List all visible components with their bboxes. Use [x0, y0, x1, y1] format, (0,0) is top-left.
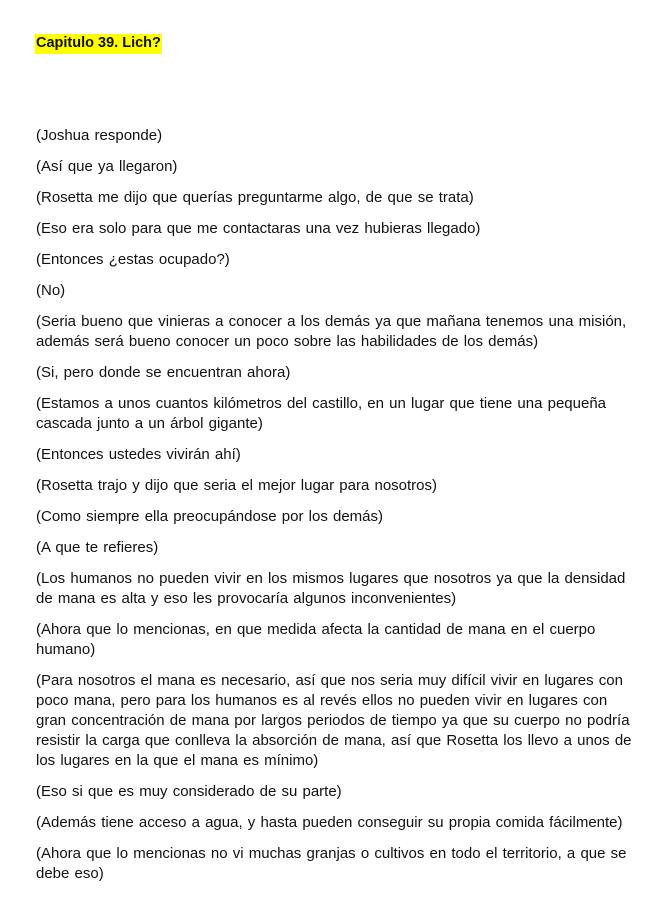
paragraph-8: (Si, pero donde se encuentran ahora) [36, 364, 291, 381]
paragraph-7: (Seria bueno que vinieras a conocer a los demás ya que mañana tenemos una misión, además será bueno conocer un poco sobre las habilidades de los demás) [36, 313, 627, 350]
paragraph-17: (Eso si que es muy considerado de su parte) [36, 783, 342, 800]
paragraph-13: (A que te refieres) [36, 539, 159, 556]
paragraph-16: (Para nosotros el mana es necesario, así que nos seria muy difícil vivir en lugares con poco mana, pero para los humanos es al revés ellos no pueden vivir en lugares con gran concentración de mana por largos periodos de tiempo ya que su cuerpo no podría resistir la carga que conlleva la absorción de mana, así que Rosetta los llevo a unos de los lugares en la que el mana es mínimo) [36, 672, 632, 769]
paragraph-14: (Los humanos no pueden vivir en los mismos lugares que nosotros ya que la densidad de mana es alta y eso les provocaría algunos inconvenientes) [36, 570, 626, 607]
paragraph-10: (Entonces ustedes vivirán ahí) [36, 446, 241, 463]
paragraph-11: (Rosetta trajo y dijo que seria el mejor lugar para nosotros) [36, 477, 438, 494]
paragraph-9: (Estamos a unos cuantos kilómetros del castillo, en un lugar que tiene una pequeña cascada junto a un árbol gigante) [36, 395, 607, 432]
paragraph-18: (Además tiene acceso a agua, y hasta pueden conseguir su propia comida fácilmente) [36, 814, 623, 831]
paragraph-19: (Ahora que lo mencionas no vi muchas granjas o cultivos en todo el territorio, a que se debe eso) [36, 845, 627, 882]
paragraph-6: (No) [36, 282, 66, 299]
chapter-title: Capitulo 39. Lich? [35, 34, 162, 54]
paragraph-4: (Eso era solo para que me contactaras una vez hubieras llegado) [36, 220, 481, 237]
chapter-title-container [35, 34, 162, 54]
paragraph-12: (Como siempre ella preocupándose por los demás) [36, 508, 384, 525]
paragraph-1: (Joshua responde) [36, 127, 163, 144]
paragraph-5: (Entonces ¿estas ocupado?) [36, 251, 230, 268]
document-body [36, 126, 636, 895]
paragraph-3: (Rosetta me dijo que querías preguntarme algo, de que se trata) [36, 189, 474, 206]
paragraph-2: (Así que ya llegaron) [36, 158, 178, 175]
paragraph-15: (Ahora que lo mencionas, en que medida afecta la cantidad de mana en el cuerpo humano) [36, 621, 596, 658]
